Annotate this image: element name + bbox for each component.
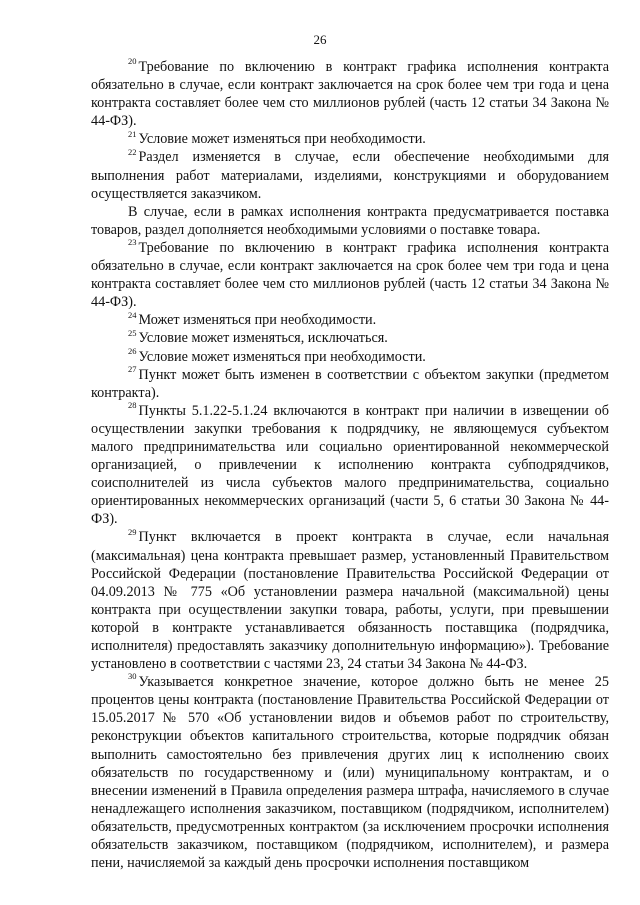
footnotes-body <box>91 58 609 872</box>
footnote-text: Указывается конкретное значение, которое должно быть не менее 25 процентов цены контракта (постановление Правительства Российской Федерации от 15.05.2017 № 570 «Об установлении видов и объемов работ по строительству, реконструкции объектов капитального строительства, которые подрядчик обязан выполнить самостоятельно без привлечения других лиц к исполнению своих обязательств по государственному и (или) муниципальному контрактам, и о внесении изменений в Правила определения размера штрафа, начисляемого в случае ненадлежащего исполнения заказчиком, поставщиком (подрядчиком, исполнителем) обязательств, предусмотренных контрактом (за исключением просрочки исполнения обязательств заказчиком, поставщиком (подрядчиком, исполнителем), и размера пени, начисляемой за каждый день просрочки исполнения поставщиком <box>91 674 609 872</box>
footnote-mark: 27 <box>128 363 137 374</box>
footnote-mark: 24 <box>128 309 137 320</box>
footnote-paragraph <box>91 329 609 347</box>
footnote-mark: 30 <box>128 671 137 682</box>
footnote-text: Условие может изменяться при необходимости. <box>138 131 426 148</box>
footnote-mark: 28 <box>128 400 137 411</box>
footnote-mark: 21 <box>128 128 137 139</box>
footnote-text: Раздел изменяется в случае, если обеспечение необходимыми для выполнения работ материалами, изделиями, конструкциями и оборудованием осуществляется заказчиком. <box>91 149 609 202</box>
footnote-paragraph <box>91 402 609 529</box>
footnote-text: Может изменяться при необходимости. <box>138 312 377 329</box>
footnote-text: Требование по включению в контракт графика исполнения контракта обязательно в случае, если контракт заключается на срок более чем три года и цена контракта составляет более чем сто миллионов рублей (часть 12 статьи 34 Закона № 44-ФЗ). <box>91 239 609 311</box>
footnote-mark: 29 <box>128 526 137 537</box>
footnote-paragraph <box>91 673 609 872</box>
footnote-mark: 25 <box>128 327 137 338</box>
footnote-mark: 26 <box>128 345 137 356</box>
footnote-paragraph <box>91 58 609 130</box>
footnote-text: Пункт может быть изменен в соответствии с объектом закупки (предметом контракта). <box>91 366 609 401</box>
footnote-mark: 22 <box>128 146 137 157</box>
footnote-text: В случае, если в рамках исполнения контракта предусматривается поставка товаров, раздел дополняется необходимыми условиями о поставке товара. <box>91 203 609 238</box>
footnote-mark: 23 <box>128 237 137 248</box>
footnote-paragraph <box>91 239 609 311</box>
footnote-text: Условие может изменяться, исключаться. <box>138 330 388 347</box>
footnote-text: Условие может изменяться при необходимости. <box>138 348 426 365</box>
footnote-paragraph <box>91 130 609 148</box>
footnote-text: Пункты 5.1.22-5.1.24 включаются в контракт при наличии в извещении об осуществлении закупки требования к подрядчику, не являющемуся субъектом малого предпринимательства или социально ориентированной некоммерческой организацией, о привлечении к исполнению контракта субподрядчиков, соисполнителей из числа субъектов малого предпринимательства, социально ориентированных некоммерческих организаций (части 5, 6 статьи 30 Закона № 44-ФЗ). <box>91 402 609 528</box>
footnote-text: Пункт включается в проект контракта в случае, если начальная (максимальная) цена контракта превышает размер, установленный Правительством Российской Федерации (постановление Правительства Российской Федерации от 04.09.2013 № 775 «Об установлении размера начальной (максимальной) цены контракта при осуществлении закупки товара, работы, услуги, при превышении которой в контракте устанавливается обязанность поставщика (подрядчика, исполнителя) предоставлять заказчику дополнительную информацию»). Требование установлено в соответствии с частями 23, 24 статьи 34 Закона № 44-ФЗ. <box>91 529 609 673</box>
footnote-paragraph <box>91 528 609 673</box>
footnote-mark: 20 <box>128 56 137 67</box>
footnote-text: Требование по включению в контракт графика исполнения контракта обязательно в случае, если контракт заключается на срок более чем три года и цена контракта составляет более чем сто миллионов рублей (часть 12 статьи 34 Закона № 44-ФЗ). <box>91 59 609 130</box>
footnote-continuation <box>91 203 609 239</box>
footnote-paragraph <box>91 311 609 329</box>
footnote-paragraph <box>91 148 609 202</box>
footnote-paragraph <box>91 363 609 402</box>
page-number: 26 <box>313 32 327 47</box>
footnote-paragraph <box>91 345 609 366</box>
